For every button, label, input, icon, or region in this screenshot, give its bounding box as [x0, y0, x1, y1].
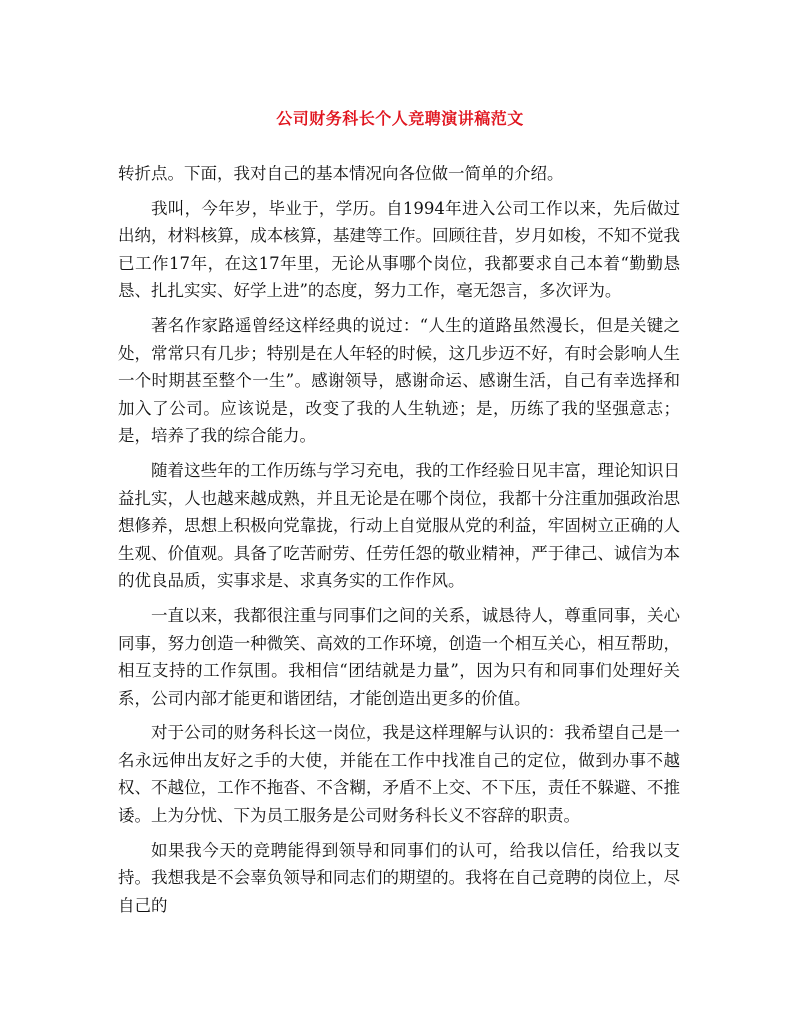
paragraph: 随着这些年的工作历练与学习充电，我的工作经验日见丰富，理论知识日益扎实，人也越来越成熟，并且无论是在哪个岗位，我都十分注重加强政治思想修养，思想上积极向党靠拢，行动上自觉服从党的利益，牢固树立正确的人生观、价值观。具备了吃苦耐劳、任劳任怨的敬业精神，严于律己、诚信为本的优良品质，实事求是、求真务实的工作作风。	[118, 460, 680, 591]
document-title: 公司财务科长个人竞聘演讲稿范文	[276, 109, 524, 128]
paragraph: 转折点。下面，我对自己的基本情况向各位做一简单的介绍。	[118, 164, 564, 183]
paragraph: 如果我今天的竞聘能得到领导和同事们的认可，给我以信任，给我以支持。我想我是不会辜负领导和同志们的期望的。我将在自己竞聘的岗位上，尽自己的	[118, 840, 680, 915]
paragraph: 我叫，今年岁，毕业于，学历。自1994年进入公司工作以来，先后做过出纳，材料核算，成本核算，基建等工作。回顾往昔，岁月如梭，不知不觉我已工作17年，在这17年里，无论从事哪个岗位，我都要求自己本着“勤勤恳恳、扎扎实实、好学上进”的态度，努力工作，毫无怨言，多次评为。	[118, 198, 680, 301]
document-body	[118, 160, 680, 919]
paragraph: 对于公司的财务科长这一岗位，我是这样理解与认识的：我希望自己是一名永远伸出友好之手的大使，并能在工作中找准自己的定位，做到办事不越权、不越位，工作不拖沓、不含糊，矛盾不上交、不下压，责任不躲避、不推诿。上为分忧、下为员工服务是公司财务科长义不容辞的职责。	[118, 723, 680, 826]
paragraph: 一直以来，我都很注重与同事们之间的关系，诚恳待人，尊重同事，关心同事，努力创造一种微笑、高效的工作环境，创造一个相互关心，相互帮助，相互支持的工作氛围。我相信“团结就是力量”，因为只有和同事们处理好关系，公司内部才能更和谐团结，才能创造出更多的价值。	[118, 605, 680, 708]
paragraph: 著名作家路遥曾经这样经典的说过：“人生的道路虽然漫长，但是关键之处，常常只有几步；特别是在人年轻的时候，这几步迈不好，有时会影响人生一个时期甚至整个一生”。感谢领导，感谢命运、感谢生活，自己有幸选择和加入了公司。应该说是，改变了我的人生轨迹；是，历练了我的坚强意志；是，培养了我的综合能力。	[118, 315, 680, 446]
